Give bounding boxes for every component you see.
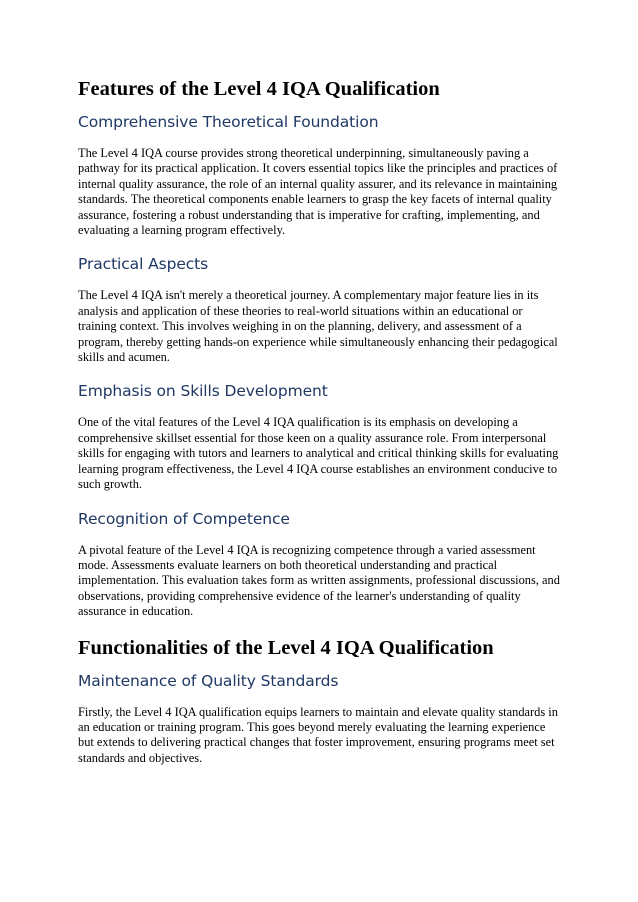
subheading-skills-development: Emphasis on Skills Development bbox=[78, 382, 328, 401]
subheading-theoretical-foundation: Comprehensive Theoretical Foundation bbox=[78, 113, 379, 131]
paragraph-quality-standards: Firstly, the Level 4 IQA qualification equips learners to maintain and elevate quality standards in an education or training program. This goes beyond merely evaluating the learning experience but extends to delivering practical changes that foster improvement, ensuring programs meet set standards and objectives. bbox=[78, 704, 558, 765]
paragraph-skills-development: One of the vital features of the Level 4 IQA qualification is its emphasis on developing a comprehensive skillset essential for those keen on a quality assurance role. From interpersonal skills for engaging with tutors and learners to analytical and critical thinking skills for evaluating learning program effectiveness, the Level 4 IQA course establishes an environment conducive to such growth. bbox=[78, 415, 559, 492]
subheading-recognition-of-competence: Recognition of Competence bbox=[78, 509, 290, 528]
section-heading-functionalities: Functionalities of the Level 4 IQA Qualification bbox=[78, 636, 494, 659]
document-page bbox=[78, 76, 564, 781]
subheading-practical-aspects: Practical Aspects bbox=[78, 255, 209, 274]
section-heading-features: Features of the Level 4 IQA Qualification bbox=[78, 78, 440, 100]
paragraph-practical-aspects: The Level 4 IQA isn't merely a theoretical journey. A complementary major feature lies in its analysis and application of these theories to real-world situations within an educational or training context. This involves weighing in on the planning, delivery, and assessment of a program, thereby getting hands-on experience while simultaneously enhancing their pedagogical skills and acumen. bbox=[78, 288, 558, 365]
paragraph-recognition-of-competence: A pivotal feature of the Level 4 IQA is recognizing competence through a varied assessment mode. Assessments evaluate learners on both theoretical understanding and practical implementation. This evaluation takes form as written assignments, professional discussions, and observations, providing comprehensive evidence of the learner's understanding of quality assurance in education. bbox=[78, 542, 560, 619]
paragraph-theoretical-foundation: The Level 4 IQA course provides strong theoretical underpinning, simultaneously paving a pathway for its practical application. It covers essential topics like the principles and practices of internal quality assurance, the role of an internal quality assurer, and its relevance in maintaining standards. The theoretical components enable learners to grasp the key facets of internal quality assurance, fostering a robust understanding that is imperative for crafting, implementing, and evaluating a learning program effectively. bbox=[78, 146, 558, 238]
subheading-quality-standards: Maintenance of Quality Standards bbox=[78, 671, 339, 690]
